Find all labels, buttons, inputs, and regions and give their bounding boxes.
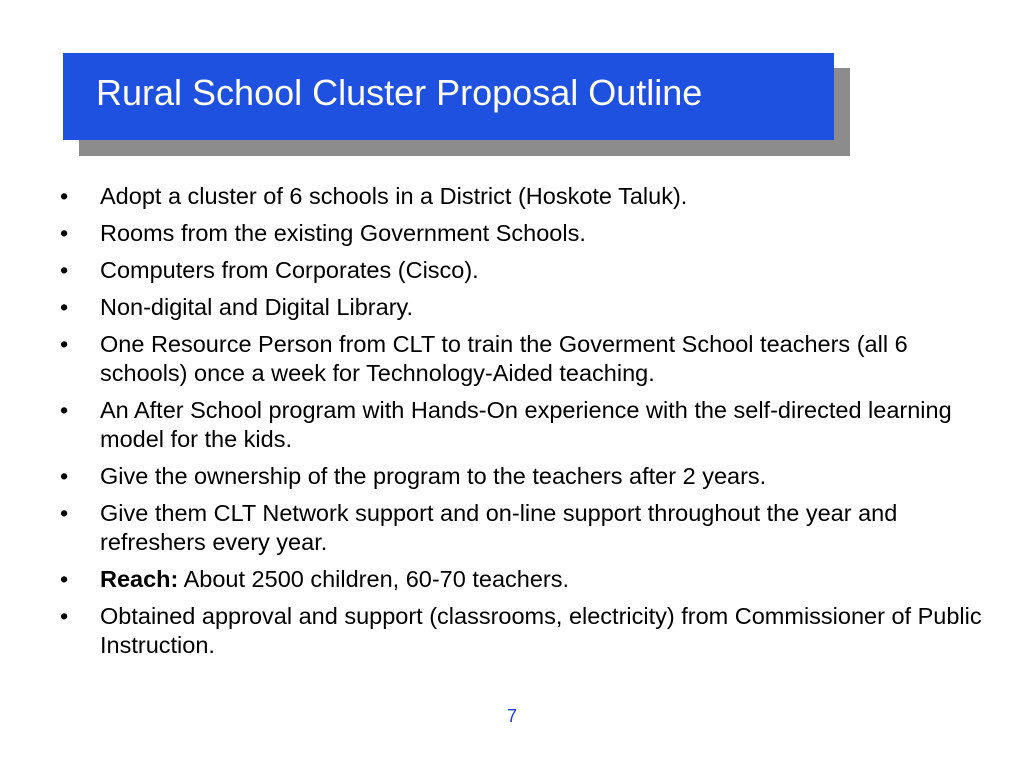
bullet-marker: • [60, 603, 69, 629]
bullet-text: Non-digital and Digital Library. [100, 294, 414, 320]
bullet-marker: • [60, 257, 69, 283]
slide-title: Rural School Cluster Proposal Outline [96, 72, 703, 113]
bullet-item [60, 182, 1000, 211]
bullet-item [60, 602, 1000, 660]
bullet-item [60, 293, 1000, 322]
bullet-item [60, 396, 1000, 454]
bullet-marker: • [60, 220, 69, 246]
bullet-text: Computers from Corporates (Cisco). [100, 257, 479, 283]
bullet-item [60, 219, 1000, 248]
bullet-item [60, 330, 1000, 388]
bullet-item [60, 256, 1000, 285]
bullet-marker: • [60, 397, 69, 423]
title-banner [63, 53, 834, 140]
bullet-text: Rooms from the existing Government Schools. [100, 220, 586, 246]
bullet-marker: • [60, 463, 69, 489]
bullet-marker: • [60, 500, 69, 526]
bullet-bold-label: Reach: [100, 566, 179, 592]
bullet-text: Give them CLT Network support and on-line support throughout the year and refreshers every year. [100, 500, 898, 555]
bullet-item [60, 462, 1000, 491]
bullet-marker: • [60, 331, 69, 357]
bullet-text: Adopt a cluster of 6 schools in a District (Hoskote Taluk). [100, 183, 688, 209]
bullet-marker: • [60, 294, 69, 320]
bullet-text: Give the ownership of the program to the teachers after 2 years. [100, 463, 767, 489]
bullet-item [60, 565, 1000, 594]
bullet-marker: • [60, 183, 69, 209]
bullet-text: One Resource Person from CLT to train the Goverment School teachers (all 6 schools) once a week for Technology-Aided teaching. [100, 331, 908, 386]
bullet-marker: • [60, 566, 69, 592]
page-number: 7 [506, 706, 517, 726]
bullet-text: About 2500 children, 60-70 teachers. [178, 566, 570, 592]
bullet-text: An After School program with Hands-On experience with the self-directed learning model for the kids. [100, 397, 952, 452]
bullet-text: Obtained approval and support (classrooms, electricity) from Commissioner of Public Instruction. [100, 603, 982, 658]
bullet-list [60, 182, 1000, 668]
bullet-item [60, 499, 1000, 557]
